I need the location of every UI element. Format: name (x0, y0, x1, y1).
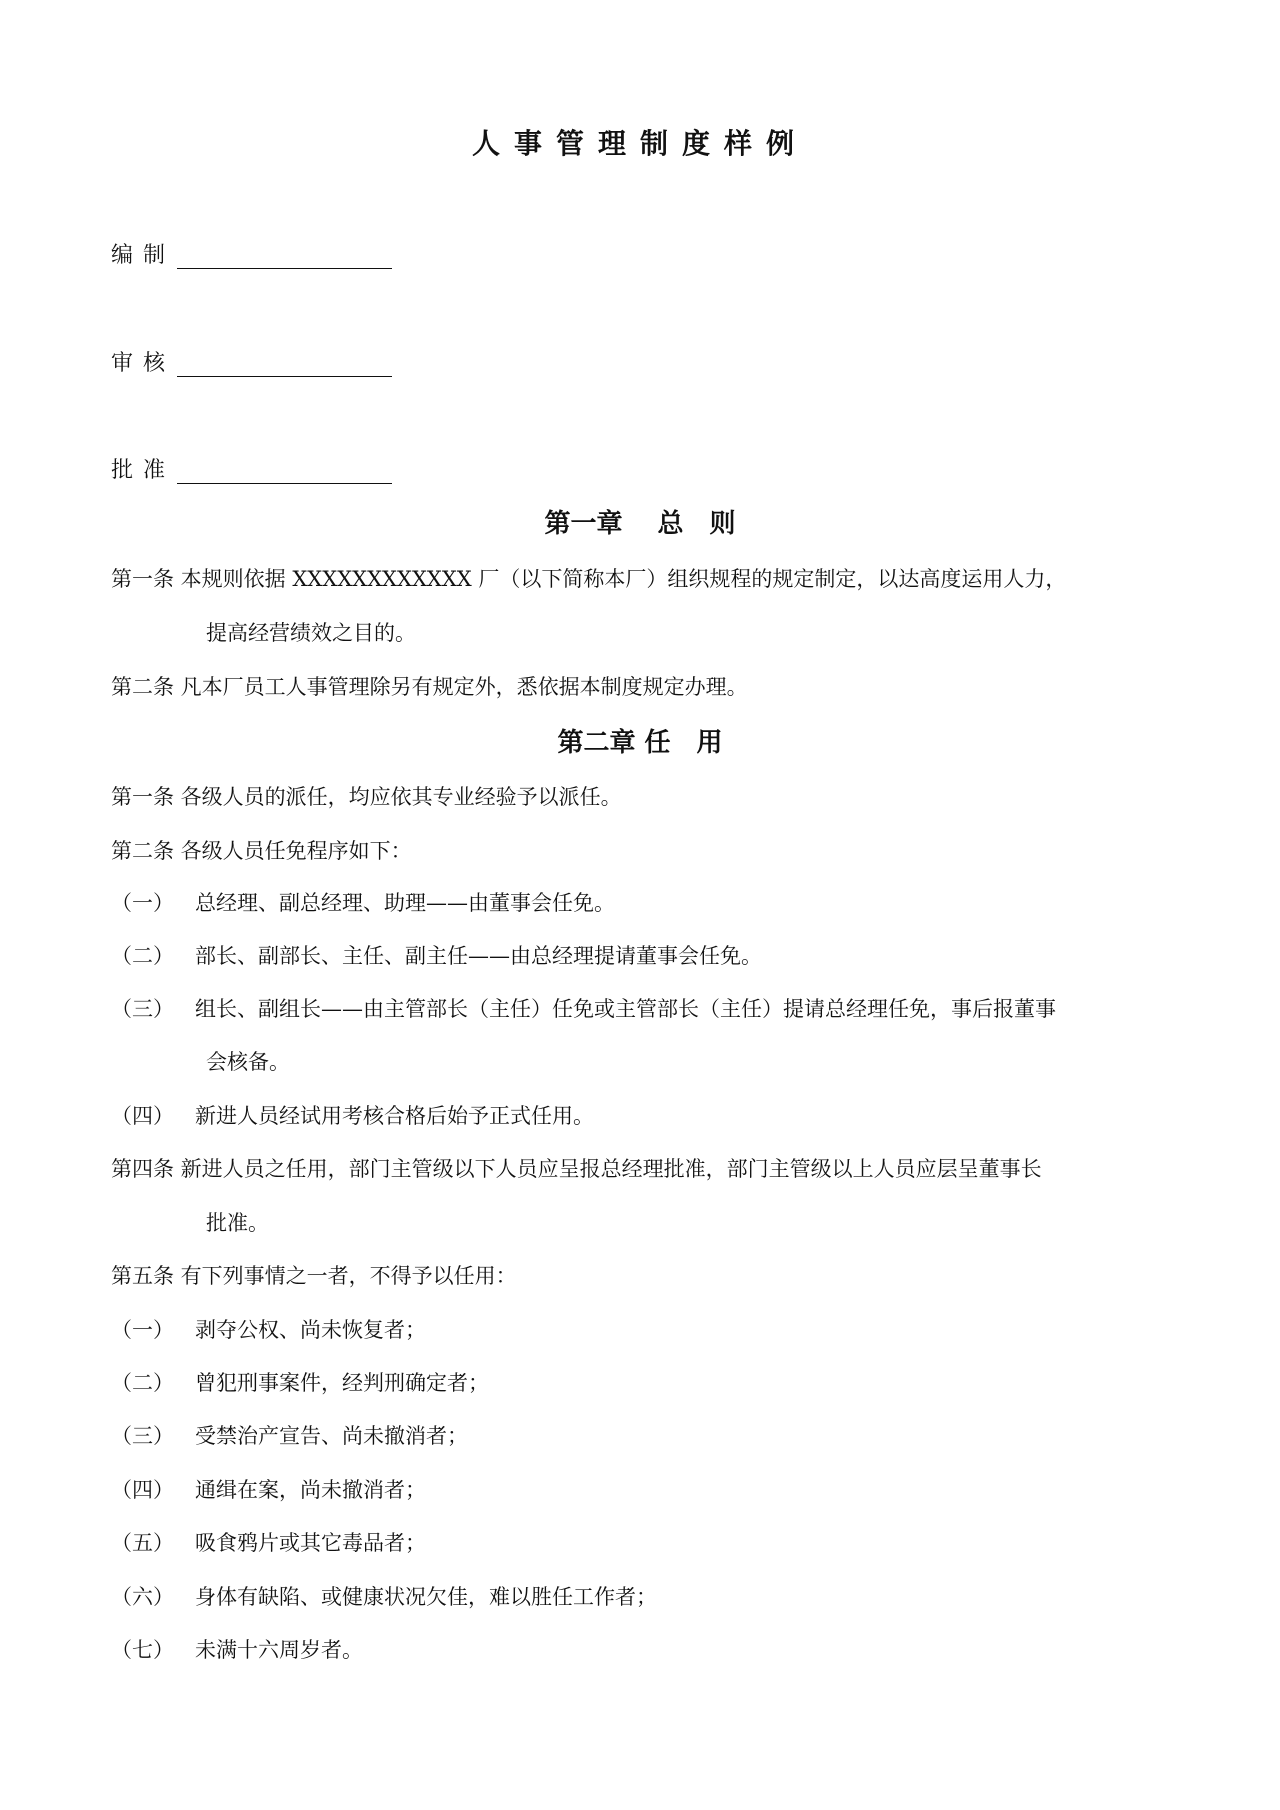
article-text: 第五条 有下列事情之一者，不得予以任用： (111, 1264, 517, 1288)
list-item-number: （一） (111, 891, 174, 915)
signature-line[interactable] (177, 461, 392, 484)
list-item (111, 1634, 363, 1664)
list-item-text: 总经理、副总经理、助理——由董事会任免。 (195, 891, 615, 915)
list-item-continuation: 会核备。 (206, 1050, 290, 1074)
list-item-text: 组长、副组长——由主管部长（主任）任免或主管部长（主任）提请总经理任免，事后报董事 (195, 997, 1056, 1021)
signature-line[interactable] (177, 246, 392, 269)
article-text: 第二条 各级人员任免程序如下： (111, 839, 412, 863)
list-item-number: （四） (111, 1104, 174, 1128)
list-item-text: 部长、副部长、主任、副主任——由总经理提请董事会任免。 (195, 944, 762, 968)
article-continuation: 提高经营绩效之目的。 (206, 621, 416, 645)
list-item (111, 1527, 426, 1557)
list-item (111, 1314, 426, 1344)
list-item-number: （三） (111, 1424, 174, 1448)
list-item-number: （四） (111, 1478, 174, 1502)
article-text: 第一条 本规则依据 XXXXXXXXXXXX 厂（以下简称本厂）组织规程的规定制定，以达高度运用人力， (111, 567, 1067, 591)
chapter-heading: 第一章 总 则 (544, 509, 736, 539)
article-text: 第二条 凡本厂员工人事管理除另有规定外，悉依据本制度规定办理。 (111, 675, 748, 699)
signature-reviewed (111, 346, 392, 377)
chapter-heading: 第二章 任 用 (557, 728, 723, 758)
list-item-number: （一） (111, 1318, 174, 1342)
list-item (111, 1474, 426, 1504)
list-item-number: （二） (111, 1371, 174, 1395)
signature-label: 审核 (111, 351, 176, 376)
list-item (111, 993, 1056, 1023)
article-text: 第一条 各级人员的派任，均应依其专业经验予以派任。 (111, 785, 622, 809)
list-item-text: 通缉在案，尚未撤消者； (195, 1478, 426, 1502)
list-item-number: （七） (111, 1638, 174, 1662)
signature-line[interactable] (177, 354, 392, 377)
list-item-text: 吸食鸦片或其它毒品者； (195, 1531, 426, 1555)
document-title: 人事管理制度样例 (471, 127, 808, 160)
list-item-number: （二） (111, 944, 174, 968)
list-item (111, 1420, 468, 1450)
signature-label: 编制 (111, 243, 176, 268)
list-item-text: 新进人员经试用考核合格后始予正式任用。 (195, 1104, 594, 1128)
list-item (111, 940, 762, 970)
list-item (111, 1581, 657, 1611)
article-text: 第四条 新进人员之任用，部门主管级以下人员应呈报总经理批准，部门主管级以上人员应层呈董事长 (111, 1157, 1042, 1181)
signature-compiled (111, 238, 392, 269)
list-item-text: 身体有缺陷、或健康状况欠佳，难以胜任工作者； (195, 1585, 657, 1609)
list-item-number: （五） (111, 1531, 174, 1555)
list-item-text: 曾犯刑事案件，经判刑确定者； (195, 1371, 489, 1395)
list-item-text: 剥夺公权、尚未恢复者； (195, 1318, 426, 1342)
signature-approved (111, 453, 392, 484)
article-continuation: 批准。 (206, 1211, 269, 1235)
list-item-number: （三） (111, 997, 174, 1021)
list-item (111, 1100, 594, 1130)
list-item (111, 1367, 489, 1397)
signature-label: 批准 (111, 458, 176, 483)
list-item-text: 未满十六周岁者。 (195, 1638, 363, 1662)
list-item-text: 受禁治产宣告、尚未撤消者； (195, 1424, 468, 1448)
list-item (111, 887, 615, 917)
list-item-number: （六） (111, 1585, 174, 1609)
